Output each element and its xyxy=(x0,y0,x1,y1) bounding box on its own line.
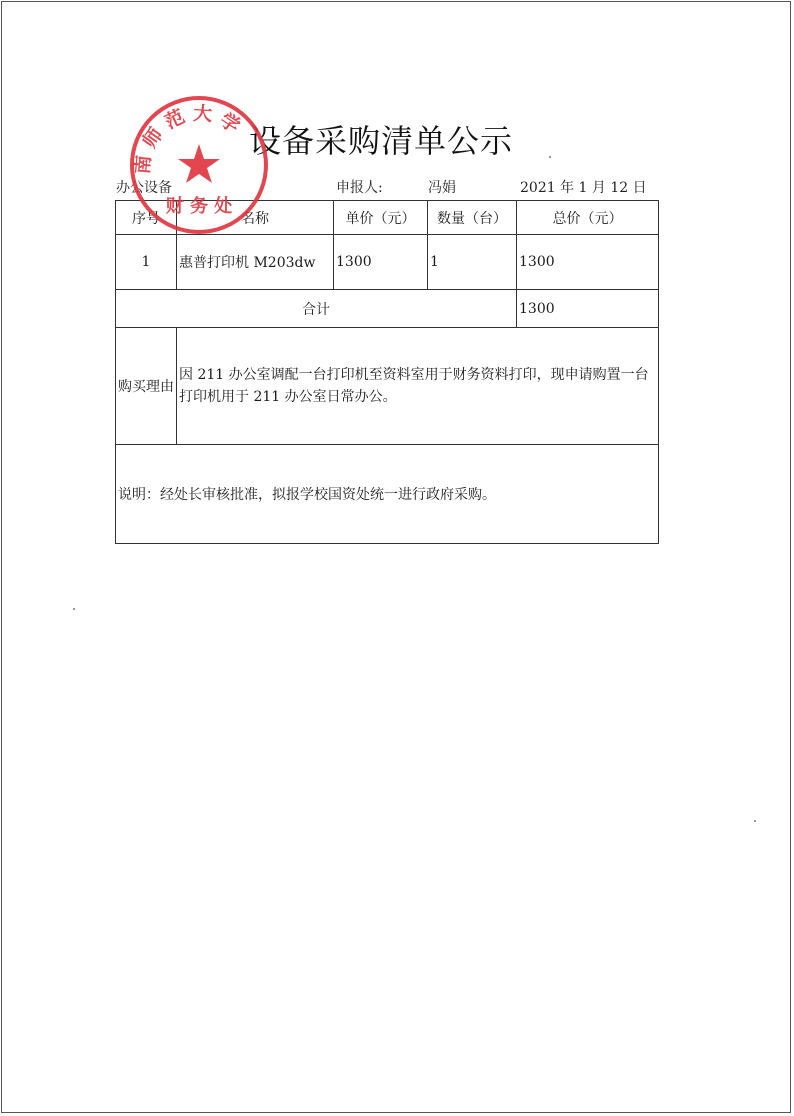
scan-speck xyxy=(754,820,756,822)
svg-text:财 务 处: 财 务 处 xyxy=(165,196,233,217)
document-title: 设备采购清单公示 xyxy=(249,122,514,160)
table-header-row xyxy=(116,201,659,235)
header-unit-price: 单价（元） xyxy=(334,201,428,235)
total-value: 1300 xyxy=(517,290,659,328)
row-quantity: 1 xyxy=(428,235,517,290)
document-page xyxy=(1,1,791,1113)
document-date: 2021 年 1 月 12 日 xyxy=(520,180,647,196)
header-no: 序号 xyxy=(116,201,177,235)
header-total: 总价（元） xyxy=(517,201,659,235)
total-label: 合计 xyxy=(116,290,517,328)
header-quantity: 数量（台） xyxy=(428,201,517,235)
scan-speck xyxy=(73,608,75,610)
reason-label: 购买理由 xyxy=(116,328,177,445)
note-row xyxy=(116,445,659,544)
svg-text:南 师 范 大 学: 南 师 范 大 学 xyxy=(131,102,244,176)
row-unit-price: 1300 xyxy=(334,235,428,290)
row-total: 1300 xyxy=(517,235,659,290)
reason-row xyxy=(116,328,659,445)
note-text: 说明：经处长审核批准，拟报学校国资处统一进行政府采购。 xyxy=(116,445,659,544)
table-row xyxy=(116,235,659,290)
applicant-label: 申报人: xyxy=(336,180,383,196)
purchase-table xyxy=(115,200,659,544)
applicant-name: 冯娟 xyxy=(428,180,456,196)
row-no: 1 xyxy=(116,235,177,290)
category-label: 办公设备 xyxy=(116,180,172,196)
total-row xyxy=(116,290,659,328)
scan-speck xyxy=(549,156,551,158)
reason-text: 因 211 办公室调配一台打印机至资料室用于财务资料打印，现申请购置一台打印机用于 211 办公室日常办公。 xyxy=(177,328,659,445)
row-name: 惠普打印机 M203dw xyxy=(177,235,334,290)
header-name: 名称 xyxy=(177,201,334,235)
